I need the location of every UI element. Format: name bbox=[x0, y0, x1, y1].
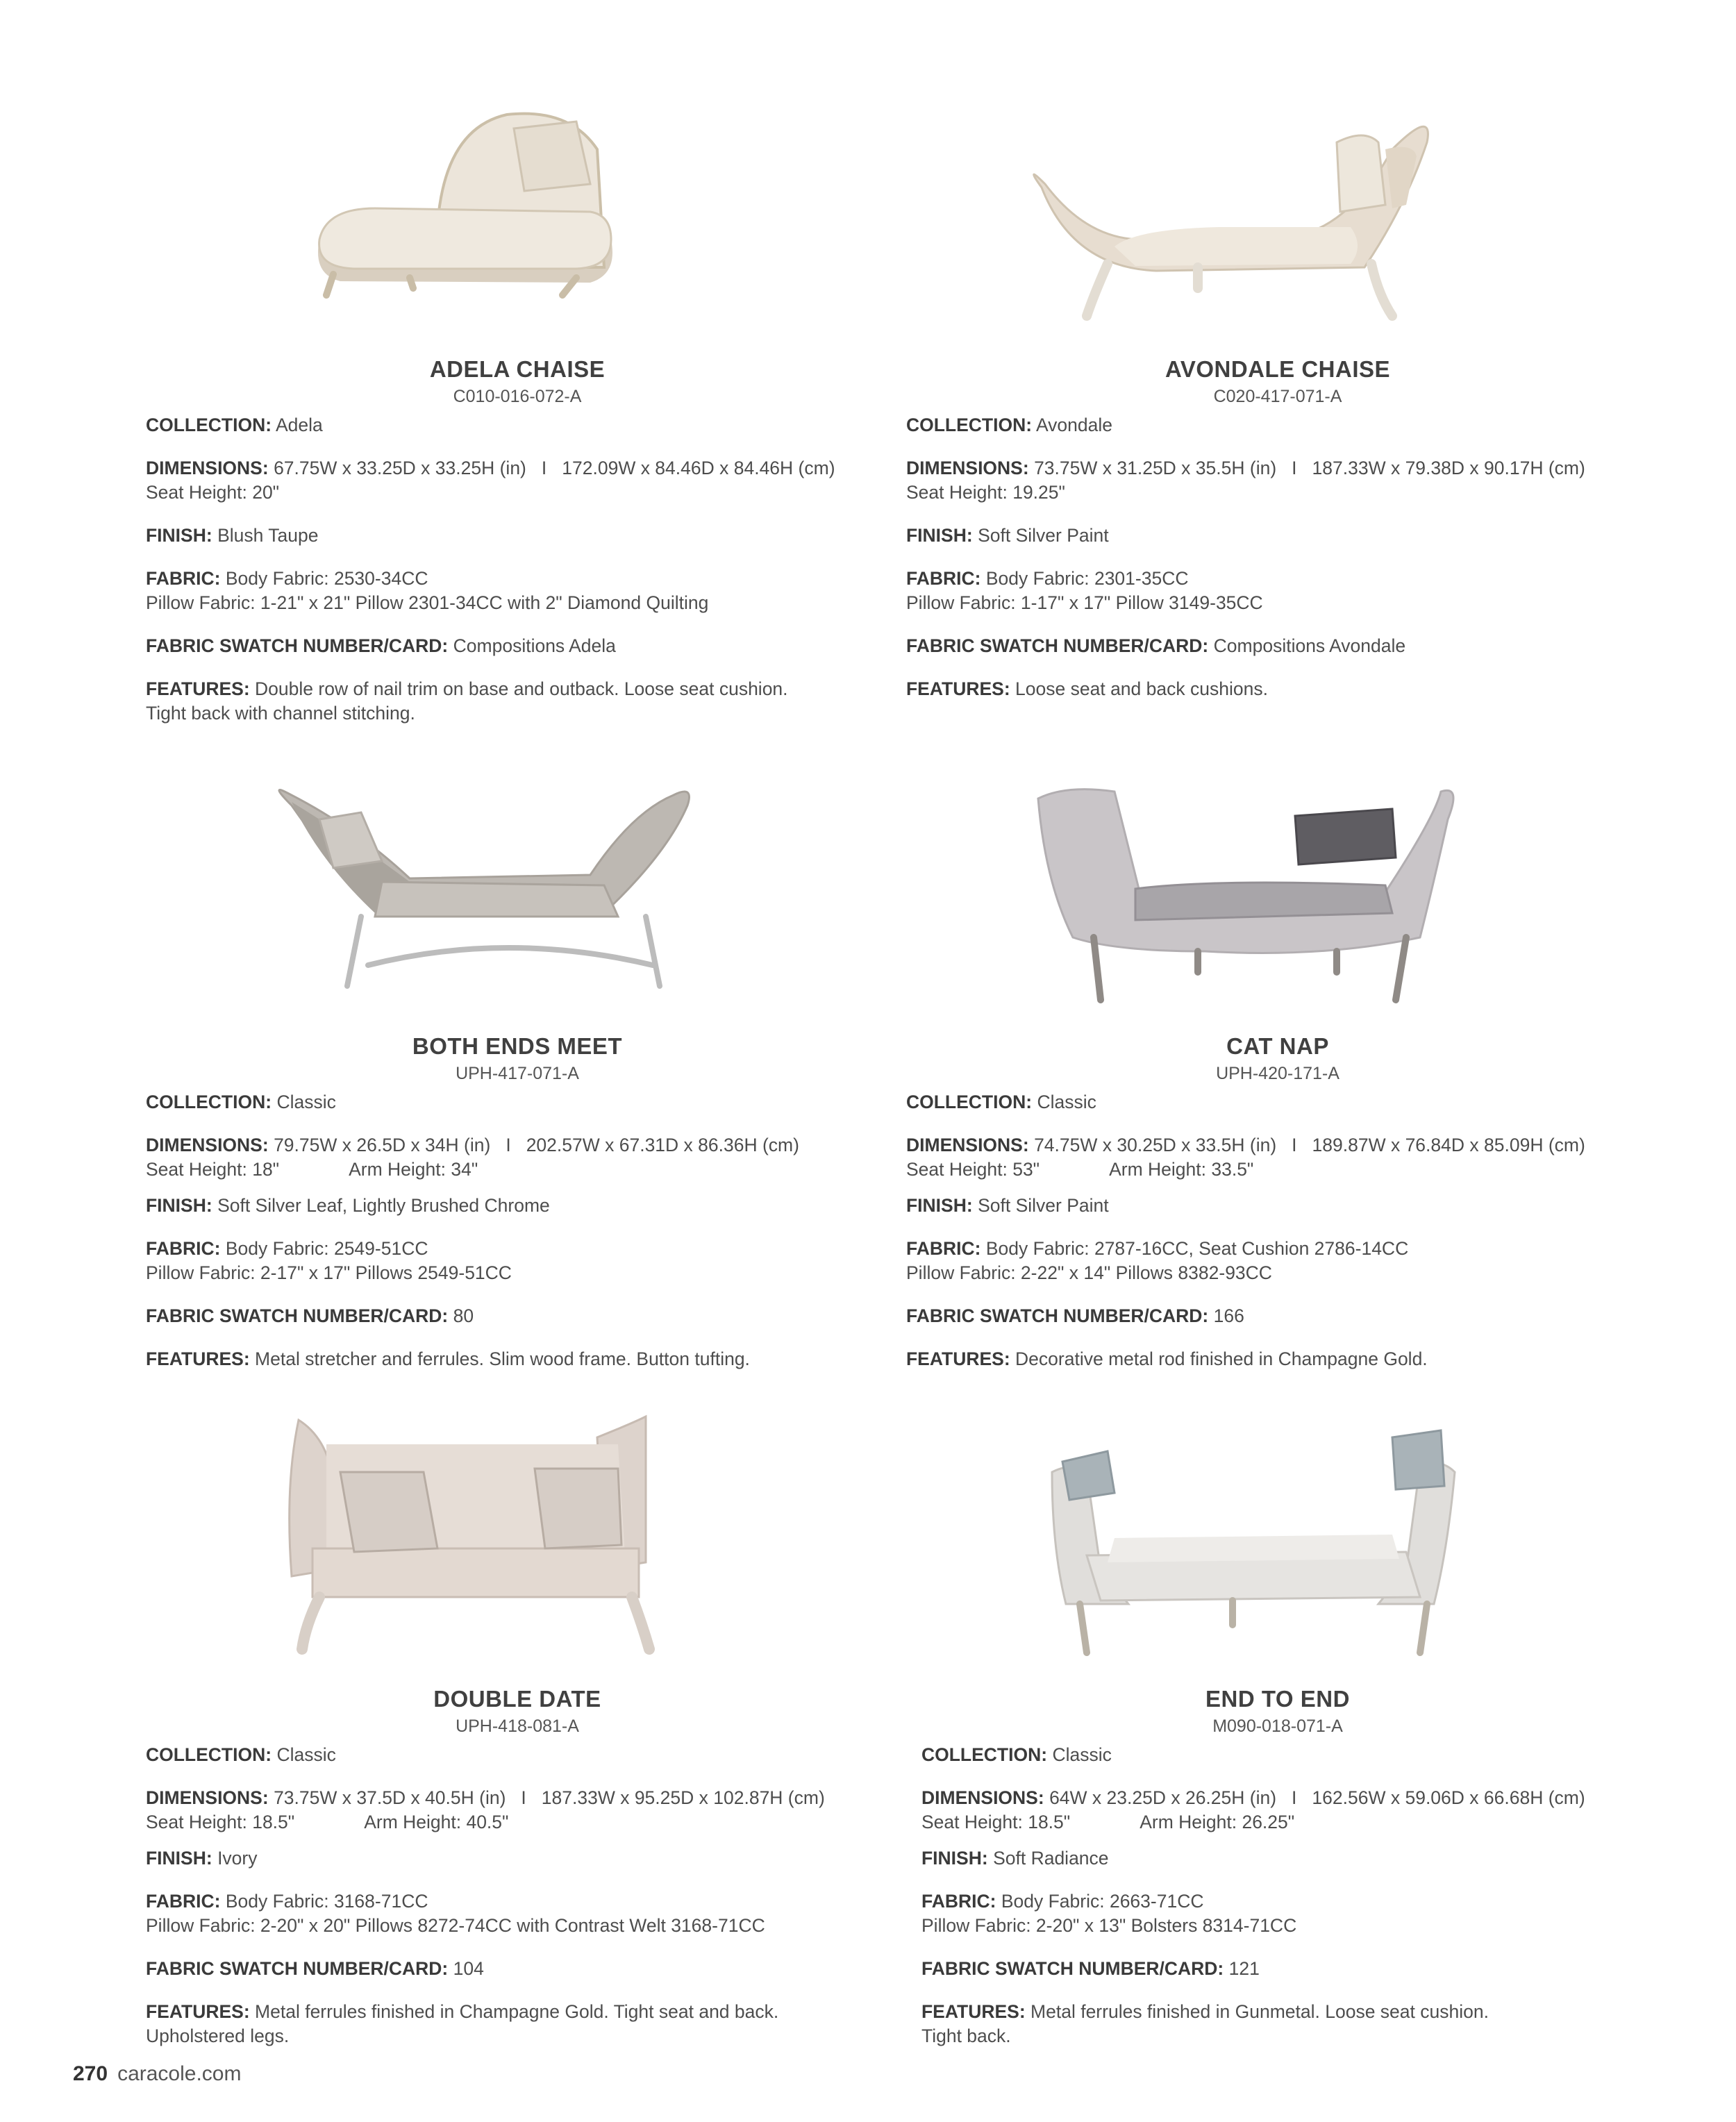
product-sku: UPH-418-081-A bbox=[456, 1716, 579, 1736]
double-chaise-photo bbox=[146, 743, 889, 1035]
product-sku: C020-417-071-A bbox=[1213, 387, 1342, 406]
dimensions-row: DIMENSIONS: 64W x 23.25D x 26.25H (in) I 162.56W x 59.06D x 66.68H (cm) Seat Height: 18.5" Arm Height: 26.25" bbox=[921, 1787, 1585, 1832]
swatch-row: FABRIC SWATCH NUMBER/CARD: Compositions Avondale bbox=[906, 635, 1406, 656]
swatch-row: FABRIC SWATCH NUMBER/CARD: 104 bbox=[146, 1958, 484, 1979]
finish-row: FINISH: Soft Silver Leaf, Lightly Brushed Chrome bbox=[146, 1195, 550, 1216]
product-end-to-end bbox=[906, 1396, 1649, 2048]
product-name: ADELA CHAISE bbox=[429, 356, 606, 382]
collection-row: COLLECTION: Classic bbox=[906, 1092, 1096, 1112]
spec-list bbox=[906, 1090, 1649, 1390]
product-name: BOTH ENDS MEET bbox=[412, 1033, 623, 1059]
product-sku: UPH-417-071-A bbox=[456, 1064, 579, 1083]
swatch-row: FABRIC SWATCH NUMBER/CARD: 166 bbox=[906, 1305, 1244, 1326]
finish-row: FINISH: Soft Silver Paint bbox=[906, 1195, 1109, 1216]
loveseat-photo bbox=[146, 1396, 889, 1687]
swatch-row: FABRIC SWATCH NUMBER/CARD: Compositions Adela bbox=[146, 635, 616, 656]
finish-row: FINISH: Ivory bbox=[146, 1848, 258, 1869]
product-avondale-chaise bbox=[906, 66, 1649, 746]
features-row: FEATURES: Double row of nail trim on base and outback. Loose seat cushion. Tight back with channel stitching. bbox=[146, 678, 788, 724]
site-link[interactable]: caracole.com bbox=[117, 2062, 242, 2085]
page-number: 270 bbox=[73, 2062, 108, 2085]
product-name: END TO END bbox=[1205, 1686, 1350, 1712]
collection-row: COLLECTION: Classic bbox=[146, 1744, 336, 1765]
fabric-row: FABRIC: Body Fabric: 3168-71CC Pillow Fabric: 2-20" x 20" Pillows 8272-74CC with Contrast Welt 3168-71CC bbox=[146, 1891, 765, 1936]
collection-row: COLLECTION: Classic bbox=[146, 1092, 336, 1112]
product-name: CAT NAP bbox=[1226, 1033, 1329, 1059]
fabric-row: FABRIC: Body Fabric: 2549-51CC Pillow Fabric: 2-17" x 17" Pillows 2549-51CC bbox=[146, 1238, 512, 1283]
collection-row: COLLECTION: Classic bbox=[921, 1744, 1112, 1765]
bench-photo bbox=[906, 1396, 1649, 1687]
fabric-row: FABRIC: Body Fabric: 2530-34CC Pillow Fabric: 1-21" x 21" Pillow 2301-34CC with 2" Diamond Quilting bbox=[146, 568, 709, 613]
product-both-ends-meet bbox=[146, 743, 889, 1396]
spec-list bbox=[921, 1743, 1664, 2067]
fabric-row: FABRIC: Body Fabric: 2663-71CC Pillow Fabric: 2-20" x 13" Bolsters 8314-71CC bbox=[921, 1891, 1297, 1936]
product-name: DOUBLE DATE bbox=[433, 1686, 601, 1712]
collection-row: COLLECTION: Avondale bbox=[906, 415, 1112, 435]
swatch-row: FABRIC SWATCH NUMBER/CARD: 121 bbox=[921, 1958, 1260, 1979]
features-row: FEATURES: Metal stretcher and ferrules. Slim wood frame. Button tufting. bbox=[146, 1348, 750, 1369]
product-sku: M090-018-071-A bbox=[1212, 1716, 1343, 1736]
chaise-lounge-photo bbox=[146, 66, 889, 358]
features-row: FEATURES: Metal ferrules finished in Gunmetal. Loose seat cushion. Tight back. bbox=[921, 2001, 1489, 2046]
features-row: FEATURES: Decorative metal rod finished in Champagne Gold. bbox=[906, 1348, 1428, 1369]
fabric-row: FABRIC: Body Fabric: 2301-35CC Pillow Fabric: 1-17" x 17" Pillow 3149-35CC bbox=[906, 568, 1263, 613]
product-adela-chaise bbox=[146, 66, 889, 746]
spec-list bbox=[146, 413, 889, 744]
page-footer bbox=[73, 2062, 241, 2086]
daybed-photo bbox=[906, 743, 1649, 1035]
dimensions-row: DIMENSIONS: 79.75W x 26.5D x 34H (in) I 202.57W x 67.31D x 86.36H (cm) Seat Height: 18" Arm Height: 34" bbox=[146, 1135, 799, 1180]
features-row: FEATURES: Loose seat and back cushions. bbox=[906, 678, 1268, 699]
fabric-row: FABRIC: Body Fabric: 2787-16CC, Seat Cushion 2786-14CC Pillow Fabric: 2-22" x 14" Pillows 8382-93CC bbox=[906, 1238, 1409, 1283]
dimensions-row: DIMENSIONS: 74.75W x 30.25D x 33.5H (in) I 189.87W x 76.84D x 85.09H (cm) Seat Height: 53" Arm Height: 33.5" bbox=[906, 1135, 1585, 1180]
spec-list bbox=[906, 413, 1649, 720]
chaise-lounge-photo bbox=[906, 66, 1649, 358]
spec-list bbox=[146, 1743, 889, 2067]
product-sku: UPH-420-171-A bbox=[1216, 1064, 1339, 1083]
finish-row: FINISH: Soft Radiance bbox=[921, 1848, 1109, 1869]
swatch-row: FABRIC SWATCH NUMBER/CARD: 80 bbox=[146, 1305, 474, 1326]
product-double-date bbox=[146, 1396, 889, 2048]
dimensions-row: DIMENSIONS: 67.75W x 33.25D x 33.25H (in) I 172.09W x 84.46D x 84.46H (cm) Seat Height: 20" bbox=[146, 458, 835, 503]
dimensions-row: DIMENSIONS: 73.75W x 31.25D x 35.5H (in) I 187.33W x 79.38D x 90.17H (cm) Seat Height: 19.25" bbox=[906, 458, 1585, 503]
product-cat-nap bbox=[906, 743, 1649, 1396]
finish-row: FINISH: Soft Silver Paint bbox=[906, 525, 1109, 546]
spec-list bbox=[146, 1090, 889, 1390]
collection-row: COLLECTION: Adela bbox=[146, 415, 323, 435]
product-sku: C010-016-072-A bbox=[453, 387, 582, 406]
finish-row: FINISH: Blush Taupe bbox=[146, 525, 319, 546]
features-row: FEATURES: Metal ferrules finished in Champagne Gold. Tight seat and back. Upholstered legs. bbox=[146, 2001, 779, 2046]
product-name: AVONDALE CHAISE bbox=[1165, 356, 1391, 382]
dimensions-row: DIMENSIONS: 73.75W x 37.5D x 40.5H (in) I 187.33W x 95.25D x 102.87H (cm) Seat Height: 18.5" Arm Height: 40.5" bbox=[146, 1787, 825, 1832]
